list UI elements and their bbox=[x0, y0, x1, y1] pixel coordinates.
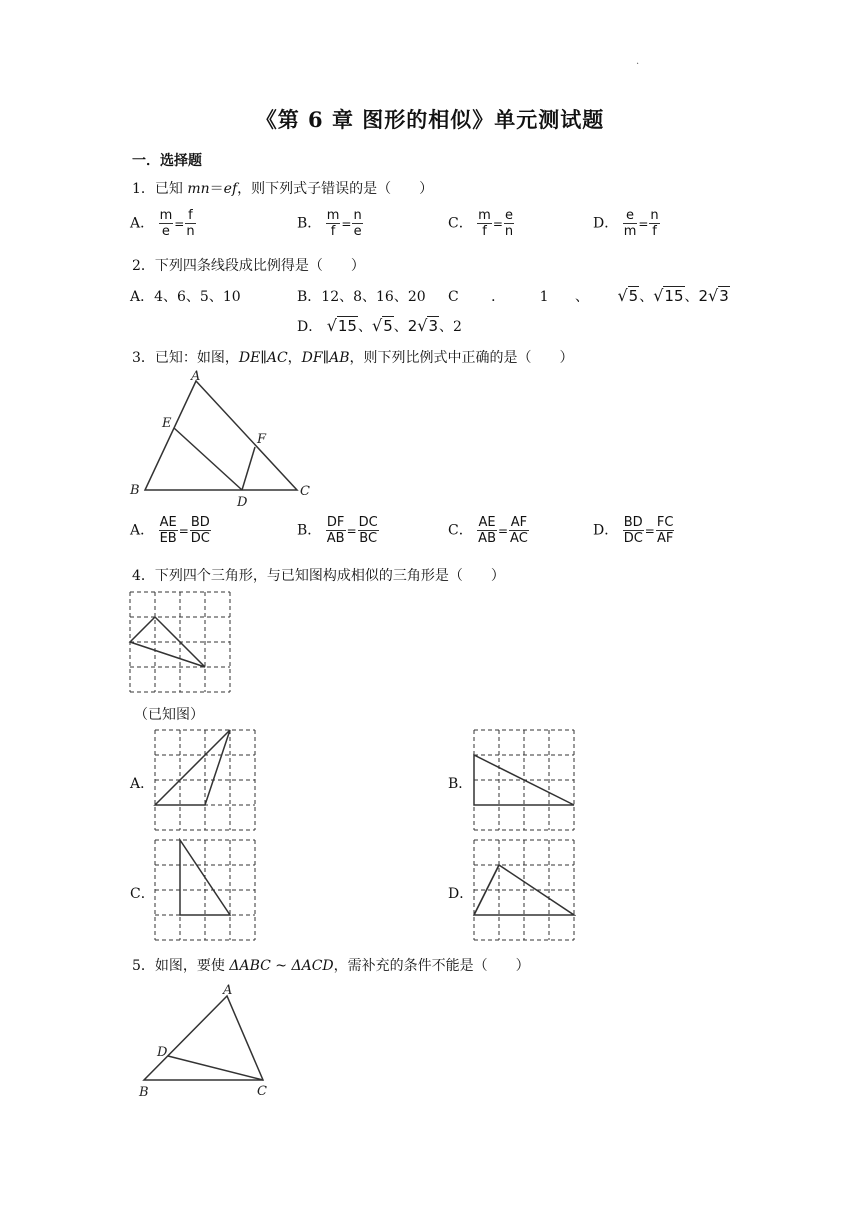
radicand: 5 bbox=[628, 287, 639, 305]
numerator: AF bbox=[510, 515, 528, 530]
q1-stem-b: ＝ bbox=[209, 181, 224, 197]
vertex-f-label: F bbox=[257, 432, 267, 447]
fraction bbox=[504, 208, 514, 239]
separator: 、 bbox=[393, 319, 408, 335]
fraction bbox=[190, 515, 211, 546]
numerator: m bbox=[326, 208, 340, 223]
numerator: BD bbox=[190, 515, 210, 530]
fraction bbox=[477, 208, 492, 239]
q1-stem-a: 1．已知 bbox=[132, 181, 188, 197]
fraction bbox=[623, 515, 644, 546]
separator: 、 bbox=[639, 289, 654, 305]
q2-option-c[interactable] bbox=[448, 286, 730, 306]
radical-sign: √ bbox=[371, 316, 383, 335]
denominator: EB bbox=[159, 531, 177, 546]
numerator: BD bbox=[623, 515, 643, 530]
q1-option-b[interactable] bbox=[297, 208, 363, 239]
vertex-b-label: B bbox=[139, 1085, 149, 1100]
q3-stem-b: ，则下列比例式中正确的是（ ） bbox=[349, 350, 574, 366]
fraction bbox=[326, 515, 346, 546]
denominator: e bbox=[353, 224, 362, 239]
denominator: BC bbox=[359, 531, 378, 546]
q4-stem: 4．下列四个三角形，与已知图构成相似的三角形是（ ） bbox=[132, 568, 505, 584]
radicand: 3 bbox=[719, 287, 729, 305]
q3-stem-a: 3．已知：如图， bbox=[132, 350, 239, 366]
numerator: DC bbox=[358, 515, 378, 530]
option-label: D． bbox=[593, 522, 619, 539]
separator: 、 bbox=[575, 289, 589, 305]
header-mark: . bbox=[636, 56, 640, 67]
vertex-c-label: C bbox=[257, 1084, 267, 1099]
fraction bbox=[509, 515, 529, 546]
segment-df: DF bbox=[301, 350, 323, 366]
denominator: DC bbox=[623, 531, 643, 546]
fraction bbox=[159, 208, 174, 239]
option-label: D． bbox=[297, 319, 323, 335]
numerator: m bbox=[478, 208, 491, 223]
radicand: 15 bbox=[664, 287, 684, 305]
numerator: n bbox=[650, 208, 659, 223]
fraction bbox=[649, 208, 659, 239]
q3-option-a[interactable] bbox=[130, 515, 211, 546]
numerator: f bbox=[185, 208, 195, 224]
value-one: 1 bbox=[539, 289, 549, 305]
option-dot: ． bbox=[491, 289, 506, 305]
coefficient: 2 bbox=[698, 287, 709, 305]
equals-sign: = bbox=[341, 216, 352, 231]
vertex-c-label: C bbox=[300, 484, 310, 499]
option-label: B． bbox=[297, 522, 322, 539]
last-value: 、2 bbox=[439, 319, 462, 335]
radical-sign: √ bbox=[617, 286, 628, 305]
q4-option-b-label[interactable]: B． bbox=[448, 776, 473, 792]
q3-stem bbox=[132, 347, 574, 367]
fraction bbox=[326, 208, 341, 239]
equals-sign: = bbox=[178, 523, 189, 538]
dashed-grid bbox=[155, 730, 255, 830]
denominator: n bbox=[186, 224, 195, 239]
radical-sign: √ bbox=[708, 286, 719, 305]
denominator: n bbox=[504, 224, 514, 239]
dashed-grid bbox=[474, 840, 574, 940]
q5-stem-a: 5．如图，要使 bbox=[132, 958, 230, 974]
numerator: FC bbox=[656, 515, 674, 530]
q4-option-c-figure[interactable] bbox=[153, 838, 257, 942]
q5-stem bbox=[132, 955, 530, 975]
q1-stem-c: ，则下列式子错误的是（ ） bbox=[237, 181, 434, 197]
fraction bbox=[159, 515, 178, 546]
q1-stem-expr: mn bbox=[187, 181, 210, 197]
q4-option-b-figure[interactable] bbox=[472, 728, 576, 832]
denominator: AF bbox=[656, 531, 674, 546]
fraction bbox=[185, 208, 195, 239]
q1-stem-expr2: ef bbox=[223, 181, 238, 197]
separator: 、 bbox=[684, 289, 699, 305]
option-label: C bbox=[448, 289, 459, 305]
q5-triangle-figure bbox=[130, 978, 280, 1102]
section-heading: 一．选择题 bbox=[132, 153, 202, 169]
q2-option-b[interactable]: B．12、8、16、20 bbox=[297, 289, 426, 305]
q3-triangle-figure bbox=[125, 368, 325, 510]
denominator: AC bbox=[510, 531, 528, 546]
triangle-abc bbox=[145, 381, 297, 490]
triangle-abc bbox=[144, 996, 263, 1080]
q4-option-d-label[interactable]: D． bbox=[448, 886, 474, 902]
segment-de: DE bbox=[238, 350, 261, 366]
q2-stem: 2．下列四条线段成比例得是（ ） bbox=[132, 258, 365, 274]
numerator: AE bbox=[478, 515, 496, 530]
q1-option-a[interactable] bbox=[130, 208, 196, 239]
denominator: e bbox=[161, 224, 170, 239]
numerator: AE bbox=[159, 515, 177, 530]
segment-de-line bbox=[174, 428, 242, 490]
equals-sign: = bbox=[174, 216, 185, 231]
fraction bbox=[623, 208, 638, 239]
equals-sign: = bbox=[492, 216, 503, 231]
denominator: f bbox=[482, 224, 487, 239]
comma: ， bbox=[287, 350, 302, 366]
fraction bbox=[358, 515, 379, 546]
q1-option-c[interactable] bbox=[448, 208, 514, 239]
numerator: m bbox=[159, 208, 173, 223]
q1-stem bbox=[132, 178, 433, 198]
q4-known-figure bbox=[128, 590, 232, 694]
equals-sign: = bbox=[497, 523, 509, 538]
parallel-symbol: ∥ bbox=[322, 350, 330, 366]
q2-option-a[interactable]: A．4、6、5、10 bbox=[130, 289, 241, 305]
two-sqrt-3 bbox=[699, 287, 730, 305]
radicand: 5 bbox=[383, 317, 393, 335]
numerator: e bbox=[623, 208, 638, 224]
page-title: 《第 6 章 图形的相似》单元测试题 bbox=[255, 107, 605, 132]
q5-stem-b: ，需补充的条件不能是（ ） bbox=[333, 958, 530, 974]
vertex-e-label: E bbox=[162, 416, 172, 431]
equals-sign: = bbox=[346, 523, 357, 538]
sqrt-15 bbox=[653, 287, 684, 305]
numerator: e bbox=[505, 208, 514, 223]
radical-sign: √ bbox=[326, 316, 337, 335]
separator: 、 bbox=[357, 319, 372, 335]
denominator: f bbox=[652, 224, 657, 239]
numerator: DF bbox=[326, 515, 345, 530]
vertex-a-label: A bbox=[223, 983, 233, 998]
option-label: A． bbox=[130, 522, 155, 539]
q1-option-d[interactable] bbox=[593, 208, 660, 239]
segment-cd bbox=[168, 1056, 263, 1080]
two-sqrt-3 bbox=[408, 317, 439, 335]
option-triangle bbox=[155, 730, 230, 805]
segment-df-line bbox=[242, 447, 255, 490]
option-label: A． bbox=[130, 215, 155, 232]
dashed-grid bbox=[155, 840, 255, 940]
option-label: C． bbox=[448, 215, 473, 232]
parallel-symbol: ∥ bbox=[260, 350, 267, 366]
denominator: AB bbox=[326, 531, 345, 546]
fraction bbox=[352, 208, 362, 239]
known-figure-caption: （已知图） bbox=[134, 707, 204, 723]
vertex-b-label: B bbox=[130, 483, 140, 498]
denominator: AB bbox=[478, 531, 496, 546]
option-label: B． bbox=[297, 215, 322, 232]
radicand: 3 bbox=[428, 317, 439, 335]
radical-sign: √ bbox=[653, 286, 664, 305]
numerator: n bbox=[353, 208, 362, 223]
equals-sign: = bbox=[638, 216, 649, 231]
sqrt-15 bbox=[327, 317, 358, 335]
q2-option-d[interactable] bbox=[297, 316, 462, 336]
vertex-a-label: A bbox=[191, 369, 201, 384]
q4-option-a-figure[interactable] bbox=[153, 728, 257, 832]
q3-option-b[interactable] bbox=[297, 515, 379, 546]
coefficient: 2 bbox=[407, 317, 418, 335]
radical-sign: √ bbox=[417, 316, 428, 335]
q4-option-d-figure[interactable] bbox=[472, 838, 576, 942]
denominator: f bbox=[330, 224, 336, 239]
similarity-expression: ΔABC ~ ΔACD bbox=[229, 958, 334, 974]
sqrt-5 bbox=[617, 287, 639, 305]
fraction bbox=[477, 515, 497, 546]
option-label: D． bbox=[593, 215, 619, 232]
sqrt-5 bbox=[372, 317, 394, 335]
denominator: m bbox=[623, 224, 637, 239]
fraction bbox=[656, 515, 675, 546]
vertex-d-label: D bbox=[237, 495, 248, 510]
segment-ac: AC bbox=[266, 350, 288, 366]
q3-option-c[interactable] bbox=[448, 515, 529, 546]
q3-option-d[interactable] bbox=[593, 515, 674, 546]
q4-option-c-label[interactable]: C． bbox=[130, 886, 155, 902]
option-label: C． bbox=[448, 522, 473, 539]
q4-option-a-label[interactable]: A． bbox=[130, 776, 155, 792]
vertex-d-label: D bbox=[157, 1045, 168, 1060]
segment-ab: AB bbox=[329, 350, 350, 366]
radicand: 15 bbox=[337, 317, 357, 335]
denominator: DC bbox=[190, 531, 210, 546]
equals-sign: = bbox=[644, 523, 655, 538]
